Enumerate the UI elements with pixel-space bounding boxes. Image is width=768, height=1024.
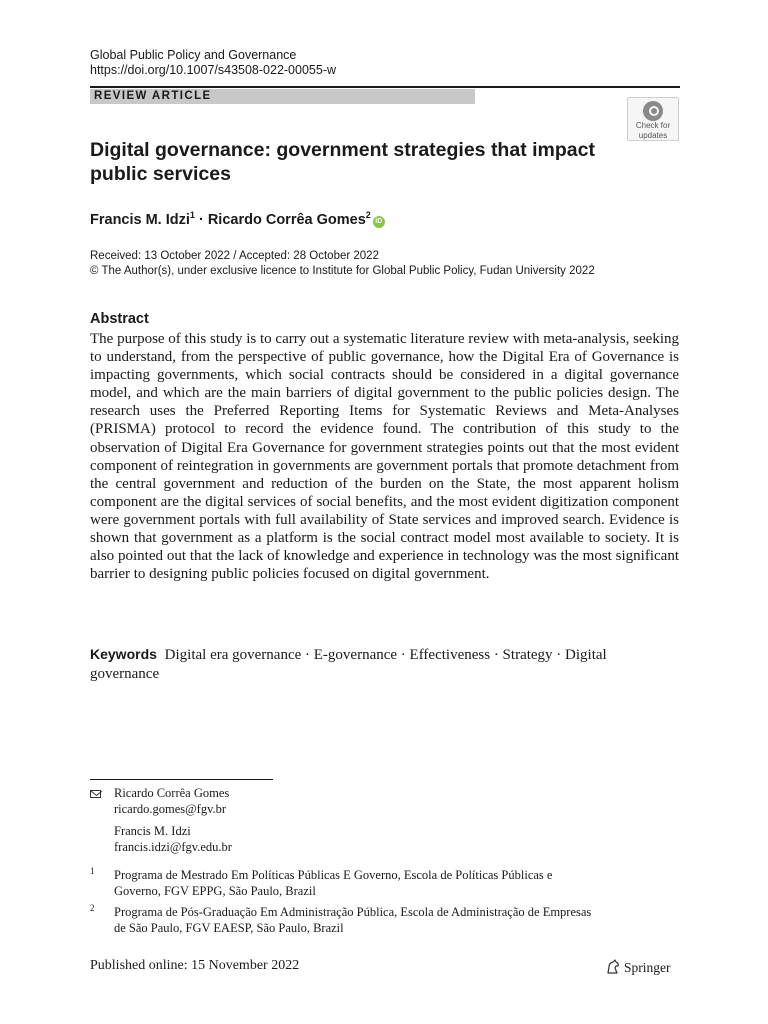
badge-text-line1: Check for — [635, 121, 671, 130]
keywords-label: Keywords — [90, 646, 157, 662]
affiliation-1-line-1: Programa de Mestrado Em Políticas Públicas E Governo, Escola de Políticas Públicas e — [114, 868, 553, 882]
author-1-affiliation: 1 — [189, 210, 195, 220]
check-for-updates-badge[interactable] — [627, 97, 679, 141]
author-2[interactable]: Ricardo Corrêa Gomes — [207, 212, 366, 228]
header-rule — [90, 86, 680, 88]
abstract-heading: Abstract — [90, 311, 149, 327]
affiliation-number-2: 2 — [90, 903, 95, 913]
article-title — [90, 138, 650, 186]
springer-logo — [605, 959, 671, 979]
title-line-1: Digital governance: government strategies that impact — [90, 139, 595, 161]
abstract-text: The purpose of this study is to carry out a systematic literature review with meta-analysis, seeking to understand, from the perspective of public governance, how the Digital Era of Governance is impacting governments, which social contracts should be considered in a digital governance model, and which are the main barriers of digital government to the public policies design. The research uses the Preferred Reporting Items for Systematic Reviews and Meta-Analyses (PRISMA) protocol to record the evidence found. The contribution of this study to the observation of Digital Era Governance for government strategies points out that the most evident component of reintegration in governments are government portals that promote detachment from the central government and reduction of the burden on the State, the most apparent holism component are the digital services of social benefits, and the most evident digitization component were government portals with full availability of State services and improved search. Evidence is shown that government as a platform is the social contract model most available to society. It is also pointed out that the lack of knowledge and experience in technology was the most significant barrier to designing public policies focused on digital government. — [90, 331, 680, 583]
author-1[interactable]: Francis M. Idzi — [90, 212, 190, 228]
title-line-2: public services — [90, 163, 231, 185]
envelope-icon — [90, 790, 101, 798]
publication-dates — [90, 249, 595, 279]
received-accepted: Received: 13 October 2022 / Accepted: 28 October 2022 — [90, 250, 379, 262]
correspondence-author-1 — [114, 786, 229, 817]
affiliation-1 — [114, 868, 679, 899]
footnote-rule — [90, 779, 273, 780]
author-separator: · — [194, 212, 208, 228]
author-2-affiliation: 2 — [365, 210, 371, 220]
publisher-name: Springer — [624, 960, 671, 975]
correspondence-email-1[interactable]: ricardo.gomes@fgv.br — [114, 801, 227, 816]
correspondence-name-1: Ricardo Corrêa Gomes — [114, 786, 230, 800]
affiliation-2-line-1: Programa de Pós-Graduação Em Administração Pública, Escola de Administração de Empresas — [114, 905, 592, 919]
article-type-bar: REVIEW ARTICLE — [90, 89, 475, 104]
affiliation-2 — [114, 905, 679, 936]
badge-text-line2: updates — [638, 130, 668, 140]
affiliation-2-line-2: de São Paulo, FGV EAESP, São Paulo, Brazil — [114, 920, 344, 935]
author-list — [90, 206, 385, 229]
springer-horse-icon — [605, 959, 621, 979]
correspondence-email-2[interactable]: francis.idzi@fgv.edu.br — [114, 839, 232, 854]
check-updates-icon — [643, 101, 663, 121]
correspondence-name-2: Francis M. Idzi — [114, 824, 191, 838]
journal-name: Global Public Policy and Governance — [90, 48, 297, 62]
orcid-icon[interactable]: iD — [373, 216, 385, 228]
keywords-section — [90, 645, 679, 683]
published-online: Published online: 15 November 2022 — [90, 958, 300, 973]
doi-link[interactable]: https://doi.org/10.1007/s43508-022-00055-w — [90, 63, 337, 77]
journal-header — [90, 48, 336, 78]
keywords-list: Digital era governance · E-governance · Effectiveness · Strategy · Digital governance — [90, 647, 607, 682]
affiliation-1-line-2: Governo, FGV EPPG, São Paulo, Brazil — [114, 883, 316, 898]
copyright-notice: © The Author(s), under exclusive licence to Institute for Global Public Policy, Fudan University 2022 — [90, 265, 595, 277]
affiliation-number-1: 1 — [90, 866, 95, 876]
correspondence-author-2 — [114, 824, 232, 855]
